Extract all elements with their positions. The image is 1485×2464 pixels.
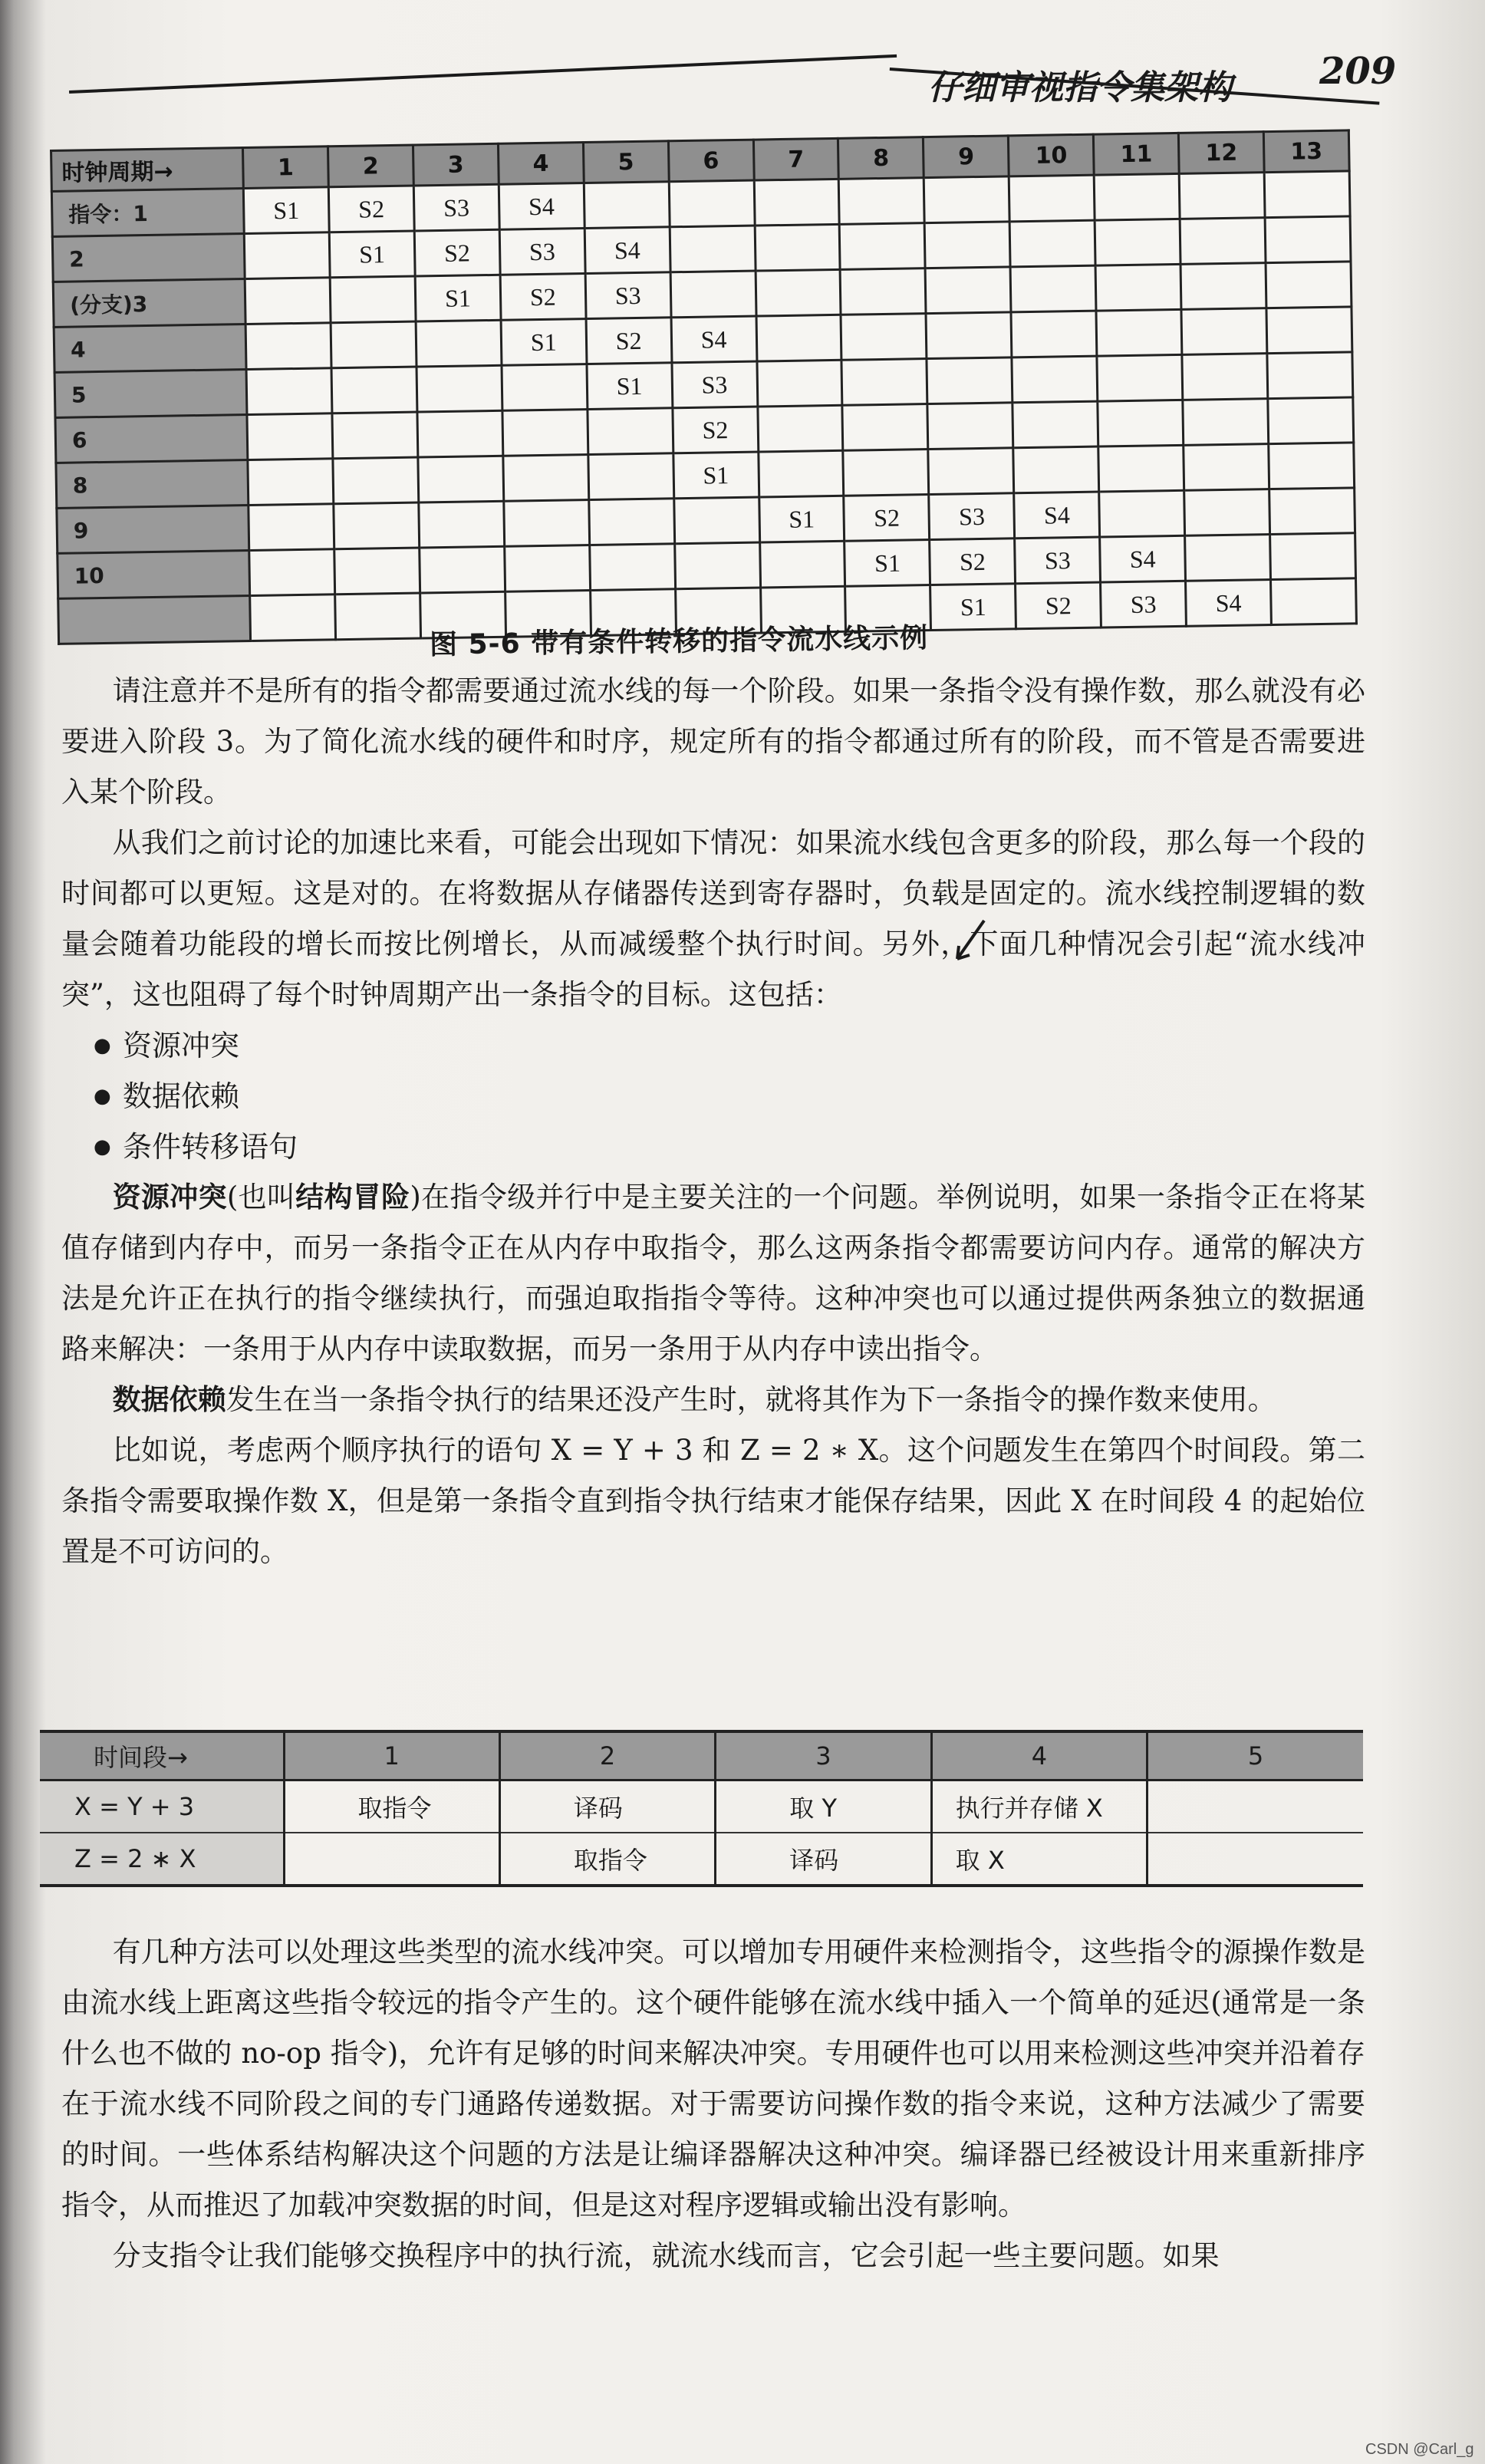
stage-cell bbox=[588, 408, 673, 455]
page-number: 209 bbox=[1319, 50, 1397, 93]
stage-cell bbox=[1013, 446, 1099, 493]
watermark: CSDN @Carl_g bbox=[1365, 2441, 1474, 2458]
stage-cell bbox=[759, 541, 845, 588]
stage-cell bbox=[756, 269, 841, 316]
dependency-figure bbox=[40, 1730, 1363, 1887]
term: 数据依赖 bbox=[112, 1383, 226, 1416]
stage-cell bbox=[1267, 352, 1353, 399]
running-title: 仔细审视指令集架构 bbox=[928, 68, 1232, 107]
stage-cell bbox=[1269, 488, 1355, 535]
stage-cell bbox=[1009, 175, 1095, 222]
stage-cell bbox=[674, 542, 760, 589]
stage-cell: S3 bbox=[499, 229, 585, 275]
stage-cell: S1 bbox=[759, 496, 845, 542]
stage-cell bbox=[418, 456, 504, 502]
stage-cell bbox=[1271, 578, 1357, 625]
stage-cell bbox=[1094, 173, 1180, 220]
cycle-header: 8 bbox=[838, 137, 924, 180]
table-cell bbox=[1148, 1833, 1363, 1886]
stage-cell bbox=[925, 267, 1011, 314]
stage-cell bbox=[249, 504, 334, 551]
term: 资源冲突 bbox=[112, 1181, 227, 1214]
stage-cell: S3 bbox=[672, 361, 758, 408]
stage-cell bbox=[757, 405, 843, 452]
time-slot-header: 2 bbox=[499, 1731, 715, 1780]
table-cell: 取 X bbox=[931, 1833, 1147, 1886]
list-item: ● 资源冲突 bbox=[61, 1020, 1365, 1071]
stage-cell bbox=[331, 321, 417, 368]
pipeline-body bbox=[51, 171, 1356, 644]
stage-cell bbox=[1181, 308, 1267, 355]
term: 结构冒险 bbox=[295, 1181, 410, 1214]
paragraph-text: )在指令级并行中是主要关注的一个问题。举例说明，如果一条指令正在将某值存储到内存中，而另一条指令正在从内存中取指令，那么这两条指令都需要访问内存。通常的解决方法是允许正在执行的指令继续执行，而强迫取指指令等待。这种冲突也可以通过提供两条独立的数据通路来解决：一条用于从内存中读取数据，而另一条用于从内存中读出指令。 bbox=[61, 1181, 1366, 1365]
stage-cell bbox=[1012, 401, 1098, 448]
time-slot-header: 3 bbox=[716, 1731, 931, 1780]
stage-cell: S1 bbox=[845, 540, 930, 587]
stage-cell bbox=[1184, 489, 1270, 536]
stage-cell bbox=[249, 549, 335, 596]
paragraph: 从我们之前讨论的加速比来看，可能会出现如下情况：如果流水线包含更多的阶段，那么每一个段的时间都可以更短。这是对的。在将数据从存储器传送到寄存器时，负载是固定的。流水线控制逻辑的数量会随着功能段的增长而按比例增长，从而减缓整个执行时间。另外，下面几种情况会引起“流水线冲突”，这也阻碍了每个时钟周期产出一条指令的目标。这包括： bbox=[61, 826, 1365, 1011]
stage-cell: S2 bbox=[1016, 582, 1101, 629]
stage-cell: S2 bbox=[328, 186, 414, 232]
cycle-header: 5 bbox=[583, 141, 669, 183]
stage-cell bbox=[332, 412, 418, 459]
cycle-header: 11 bbox=[1094, 133, 1180, 175]
stage-cell bbox=[843, 450, 929, 496]
stage-cell bbox=[588, 453, 674, 500]
stage-cell bbox=[1183, 399, 1269, 446]
stage-cell bbox=[334, 502, 420, 549]
stage-cell bbox=[840, 223, 926, 270]
time-slot-header: 1 bbox=[284, 1731, 499, 1780]
stage-cell bbox=[244, 232, 330, 279]
instruction-label: 10 bbox=[58, 550, 250, 598]
instruction-label: 9 bbox=[57, 505, 249, 553]
instruction-label: 8 bbox=[56, 460, 249, 508]
instruction-label: 5 bbox=[54, 370, 247, 418]
stage-cell: S3 bbox=[585, 272, 671, 319]
stage-cell bbox=[1266, 307, 1352, 354]
table-row bbox=[40, 1780, 1363, 1833]
paragraph: 请注意并不是所有的指令都需要通过流水线的每一个阶段。如果一条指令没有操作数，那么就没有必要进入阶段 3。为了简化流水线的硬件和时序，规定所有的指令都通过所有的阶段，而不管是否需要进入某个阶段。 bbox=[61, 674, 1365, 809]
paren-text: (也叫 bbox=[226, 1181, 296, 1214]
stage-cell bbox=[1098, 400, 1184, 446]
stage-cell bbox=[928, 448, 1014, 495]
cycle-header: 9 bbox=[924, 136, 1009, 178]
instruction-label: 2 bbox=[52, 234, 245, 282]
stage-cell: S3 bbox=[413, 184, 499, 231]
stage-cell bbox=[250, 595, 336, 641]
stage-cell bbox=[246, 368, 332, 415]
stage-cell bbox=[1265, 216, 1351, 263]
stage-cell bbox=[333, 457, 419, 504]
stage-cell bbox=[670, 226, 756, 272]
stage-cell bbox=[1270, 533, 1356, 580]
instruction-label: 6 bbox=[55, 415, 248, 463]
time-slot-label: 时间段→ bbox=[40, 1731, 284, 1780]
cycle-header: 1 bbox=[242, 147, 328, 189]
paragraph-data-dependency bbox=[61, 1375, 1365, 1425]
paragraph: 有几种方法可以处理这些类型的流水线冲突。可以增加专用硬件来检测指令，这些指令的源操作数是由流水线上距离这些指令较远的指令产生的。这个硬件能够在流水线中插入一个简单的延迟(通常是一条什么也不做的 no-op 指令)，允许有足够的时间来解决冲突。专用硬件也可以用来检测这些冲突并沿着存在于流水线不同阶段之间的专门通路传递数据。对于需要访问操作数的指令来说，这种方法减少了需要的时间。一些体系结构解决这个问题的方法是让编译器解决这种冲突。编译器已经被设计用来重新排序指令，从而推迟了加载冲突数据的时间，但是这对程序逻辑或输出没有影响。 bbox=[61, 1935, 1365, 2222]
table-cell: 译码 bbox=[499, 1780, 715, 1833]
stage-cell bbox=[419, 501, 505, 548]
stage-cell bbox=[420, 546, 505, 593]
stage-cell bbox=[245, 323, 331, 370]
stage-cell bbox=[669, 180, 755, 227]
paragraph-text: 发生在当一条指令执行的结果还没产生时，就将其作为下一条指令的操作数来使用。 bbox=[226, 1383, 1276, 1416]
stage-cell bbox=[589, 544, 675, 591]
stage-cell bbox=[756, 315, 842, 361]
stage-cell bbox=[926, 312, 1012, 359]
stage-cell bbox=[331, 367, 417, 413]
stage-cell: S1 bbox=[415, 275, 501, 321]
stage-cell bbox=[1180, 218, 1266, 265]
cycle-header: 12 bbox=[1178, 132, 1264, 174]
stage-cell: S4 bbox=[671, 316, 757, 363]
stage-cell bbox=[1012, 356, 1098, 403]
instruction-label: (分支)3 bbox=[53, 279, 245, 328]
stage-cell bbox=[417, 410, 503, 457]
figure-caption: 图 5-6 带有条件转移的指令流水线示例 bbox=[429, 622, 929, 661]
table-cell: 译码 bbox=[716, 1833, 931, 1886]
stage-cell bbox=[1269, 443, 1355, 489]
paragraph: 比如说，考虑两个顺序执行的语句 X = Y + 3 和 Z = 2 ∗ X。这个问题发生在第四个时间段。第二条指令需要取操作数 X，但是第一条指令直到指令执行结束才能保存结果，因此 X 在时间段 4 的起始位置是不可访问的。 bbox=[61, 1434, 1365, 1568]
table-cell: 执行并存储 X bbox=[931, 1780, 1147, 1833]
stage-cell bbox=[1097, 354, 1183, 401]
cycle-header: 4 bbox=[498, 143, 584, 185]
instruction-label bbox=[58, 595, 251, 644]
stage-cell: S2 bbox=[500, 274, 586, 321]
stage-cell bbox=[841, 359, 927, 406]
stage-cell bbox=[502, 410, 588, 456]
stage-cell bbox=[330, 276, 416, 323]
pipeline-figure bbox=[50, 129, 1358, 645]
stage-cell: S4 bbox=[499, 183, 584, 230]
stage-cell bbox=[754, 179, 840, 226]
stage-cell bbox=[839, 178, 925, 225]
stage-cell bbox=[670, 271, 756, 318]
stage-cell bbox=[1179, 173, 1265, 219]
stage-cell bbox=[335, 593, 421, 640]
cycle-header: 6 bbox=[668, 140, 754, 182]
body-text-2 bbox=[61, 1927, 1365, 2281]
stage-cell bbox=[1098, 445, 1184, 492]
stage-cell bbox=[1266, 262, 1352, 308]
stage-cell: S3 bbox=[1101, 581, 1187, 628]
instruction-label: 指令：1 bbox=[51, 189, 244, 237]
stage-cell bbox=[673, 497, 759, 544]
stage-cell bbox=[758, 450, 844, 497]
instruction-label: 4 bbox=[54, 324, 246, 373]
stage-cell bbox=[1096, 309, 1182, 356]
stage-cell: S1 bbox=[673, 452, 759, 499]
cycle-header: 7 bbox=[753, 138, 839, 180]
stage-cell: S1 bbox=[501, 319, 587, 366]
time-slot-header: 5 bbox=[1148, 1731, 1363, 1780]
stage-cell: S2 bbox=[586, 318, 672, 364]
cycle-header: 3 bbox=[413, 143, 499, 186]
cycle-header: 10 bbox=[1009, 134, 1095, 176]
stage-cell bbox=[1184, 444, 1269, 491]
stage-cell bbox=[1099, 490, 1185, 537]
table-cell: 取指令 bbox=[284, 1780, 499, 1833]
clock-cycle-label: 时钟周期→ bbox=[51, 148, 244, 192]
statement-label: X = Y + 3 bbox=[40, 1780, 284, 1833]
dependency-table bbox=[40, 1730, 1363, 1887]
page-header bbox=[69, 31, 1397, 115]
stage-cell bbox=[842, 404, 928, 451]
stage-cell: S3 bbox=[1015, 537, 1101, 584]
stage-cell bbox=[245, 278, 331, 324]
table-cell: 取 Y bbox=[716, 1780, 931, 1833]
table-cell: 取指令 bbox=[499, 1833, 715, 1886]
stage-cell bbox=[925, 222, 1011, 268]
stage-cell bbox=[1264, 171, 1350, 218]
stage-cell bbox=[334, 548, 420, 595]
table-row bbox=[40, 1833, 1363, 1886]
list-item: ● 数据依赖 bbox=[61, 1071, 1365, 1122]
stage-cell bbox=[247, 413, 333, 460]
statement-label: Z = 2 ∗ X bbox=[40, 1833, 284, 1886]
stage-cell bbox=[1009, 220, 1095, 267]
list-item: ● 条件转移语句 bbox=[61, 1122, 1365, 1172]
stage-cell bbox=[502, 364, 588, 411]
stage-cell: S2 bbox=[414, 229, 500, 276]
stage-cell bbox=[927, 403, 1013, 450]
time-slot-header: 4 bbox=[931, 1731, 1147, 1780]
stage-cell bbox=[504, 500, 590, 547]
hazard-list bbox=[61, 1020, 1365, 1172]
stage-cell bbox=[416, 320, 502, 367]
stage-cell: S3 bbox=[929, 493, 1015, 540]
dependency-header-row bbox=[40, 1731, 1363, 1780]
stage-cell: S1 bbox=[587, 363, 673, 410]
stage-cell: S4 bbox=[1186, 580, 1272, 627]
stage-cell: S2 bbox=[930, 539, 1016, 585]
stage-cell: S4 bbox=[1014, 492, 1100, 539]
stage-cell bbox=[927, 357, 1012, 404]
stage-cell bbox=[755, 224, 841, 271]
stage-cell: S1 bbox=[930, 584, 1016, 631]
cycle-header: 13 bbox=[1263, 130, 1349, 173]
stage-cell bbox=[584, 182, 670, 229]
stage-cell: S1 bbox=[329, 231, 415, 278]
stage-cell bbox=[417, 365, 502, 412]
cycle-header: 2 bbox=[328, 145, 413, 187]
table-cell bbox=[1148, 1780, 1363, 1833]
stage-cell: S4 bbox=[1100, 535, 1186, 582]
stage-cell bbox=[248, 459, 334, 506]
stage-cell bbox=[1180, 263, 1266, 310]
stage-cell: S1 bbox=[243, 187, 329, 234]
paragraph: 分支指令让我们能够交换程序中的执行流，就流水线而言，它会引起一些主要问题。如果 bbox=[112, 2239, 1220, 2272]
stage-cell: S2 bbox=[844, 495, 930, 542]
pipeline-table bbox=[50, 129, 1358, 645]
stage-cell bbox=[841, 268, 927, 315]
body-text-1 bbox=[61, 666, 1365, 1577]
stage-cell bbox=[503, 455, 589, 502]
stage-cell bbox=[1095, 219, 1180, 265]
stage-cell bbox=[1268, 397, 1354, 444]
paragraph-resource-hazard bbox=[61, 1172, 1365, 1375]
stage-cell: S4 bbox=[584, 227, 670, 274]
stage-cell bbox=[504, 545, 590, 592]
pen-annotation-icon bbox=[950, 917, 996, 970]
table-cell bbox=[284, 1833, 499, 1886]
stage-cell: S2 bbox=[672, 407, 758, 453]
stage-cell bbox=[1011, 311, 1097, 357]
stage-cell bbox=[1010, 265, 1096, 312]
stage-cell bbox=[924, 176, 1010, 223]
header-rule bbox=[69, 54, 897, 94]
stage-cell bbox=[756, 360, 842, 407]
stage-cell bbox=[1185, 535, 1271, 581]
stage-cell bbox=[841, 314, 927, 361]
stage-cell bbox=[1095, 264, 1181, 311]
stage-cell bbox=[588, 499, 674, 545]
stage-cell bbox=[1182, 354, 1268, 400]
